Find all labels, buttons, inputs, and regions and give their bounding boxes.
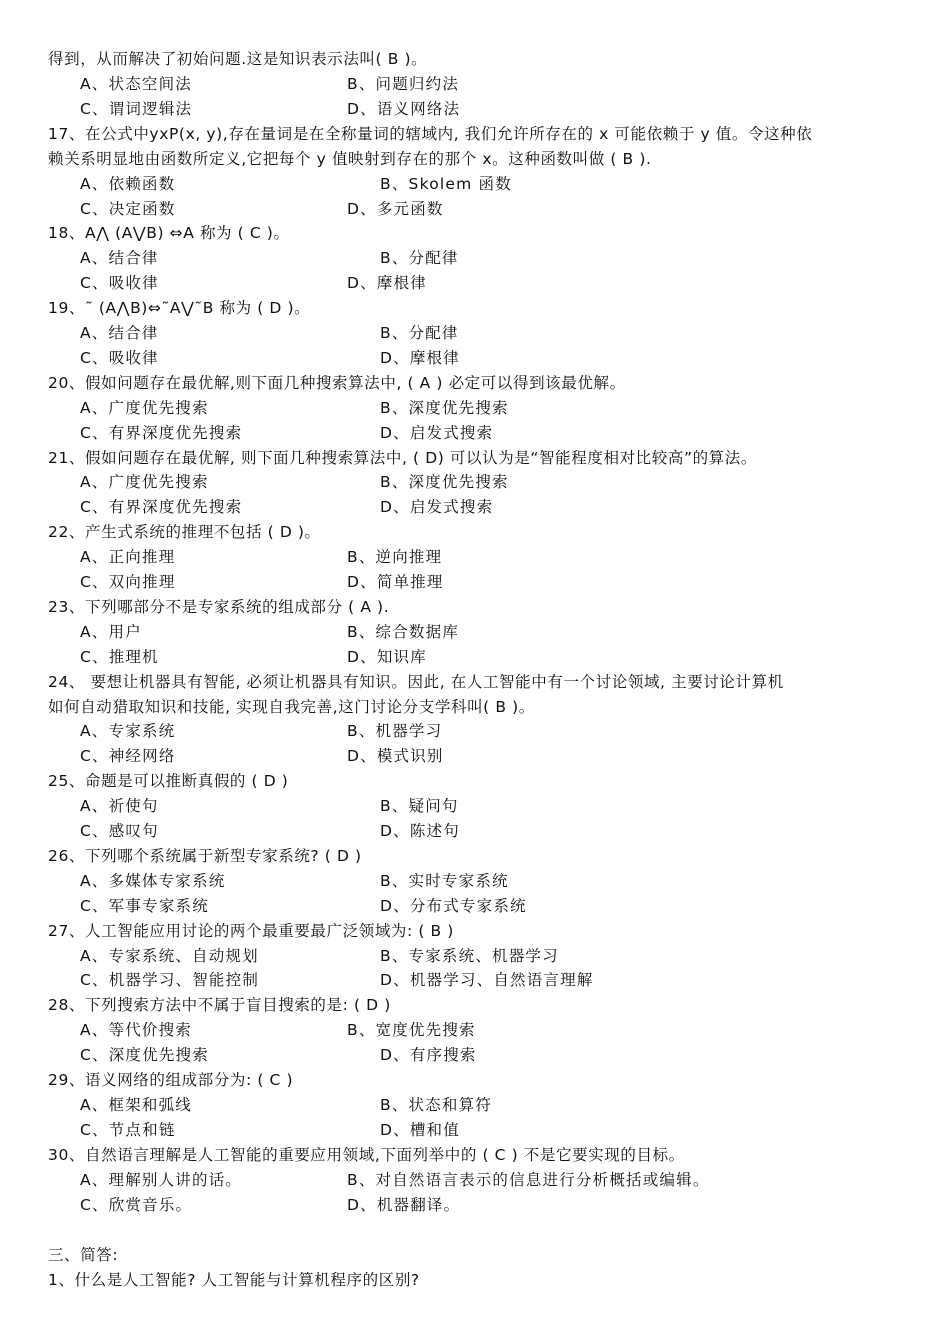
option-d: D、机器翻译。 <box>347 1195 461 1214</box>
question-stem: 30、自然语言理解是人工智能的重要应用领域,下面列举中的 ( C ) 不是它要实现的目标。 <box>48 1145 685 1164</box>
option-d: D、模式识别 <box>347 747 444 766</box>
option-c: C、有界深度优先搜索 <box>80 423 243 442</box>
question-16-continuation: 得到，从而解决了初始问题.这是知识表示法叫( B )。 <box>48 50 428 68</box>
option-c: C、军事专家系统 <box>80 896 209 915</box>
option-b: B、深度优先搜索 <box>380 398 509 417</box>
option-a: A、状态空间法 <box>80 75 193 93</box>
option-a: A、祈使句 <box>80 797 159 816</box>
option-b: B、Skolem 函数 <box>380 174 512 193</box>
option-a: A、广度优先搜索 <box>80 398 209 417</box>
option-d: D、机器学习、自然语言理解 <box>380 971 594 990</box>
option-c: C、谓词逻辑法 <box>80 99 193 118</box>
option-a: A、结合律 <box>80 249 159 268</box>
option-c: C、节点和链 <box>80 1120 176 1139</box>
option-d: D、摩根律 <box>380 348 460 367</box>
option-a: A、框架和弧线 <box>80 1095 193 1114</box>
option-a: A、用户 <box>80 622 142 641</box>
question-stem: 23、下列哪部分不是专家系统的组成部分 ( A ). <box>48 597 390 616</box>
option-c: C、神经网络 <box>80 747 176 766</box>
option-d: D、陈述句 <box>380 822 460 840</box>
option-d: D、槽和值 <box>380 1120 460 1139</box>
option-b: B、状态和算符 <box>380 1095 493 1114</box>
question-stem: 28、下列搜索方法中不属于盲目搜索的是: ( D ) <box>48 996 391 1015</box>
option-c: C、机器学习、智能控制 <box>80 971 260 990</box>
option-b: B、对自然语言表示的信息进行分析概括或编辑。 <box>347 1170 710 1189</box>
option-b: B、疑问句 <box>380 797 459 816</box>
short-answer-question-1: 1、什么是人工智能? 人工智能与计算机程序的区别? <box>48 1271 420 1289</box>
option-c: C、有界深度优先搜索 <box>80 498 243 517</box>
option-c: C、感叹句 <box>80 822 159 840</box>
question-stem: 29、语义网络的组成部分为: ( C ) <box>48 1071 294 1089</box>
option-d: D、分布式专家系统 <box>380 896 527 915</box>
option-d: D、有序搜索 <box>380 1046 477 1065</box>
option-a: A、专家系统、自动规划 <box>80 946 259 965</box>
option-d: D、知识库 <box>347 647 427 666</box>
question-stem: 17、在公式中yxP(x, y),存在量词是在全称量词的辖域内, 我们允许所存在的 x 可能依赖于 y 值。令这种依 <box>48 124 813 143</box>
option-d: D、简单推理 <box>347 573 444 591</box>
question-stem: 26、下列哪个系统属于新型专家系统? ( D ) <box>48 846 362 865</box>
option-a: A、依赖函数 <box>80 174 176 193</box>
question-stem: 21、假如问题存在最优解, 则下面几种搜索算法中, ( D) 可以认为是“智能程度相对比较高”的算法。 <box>48 448 757 467</box>
option-c: C、双向推理 <box>80 573 176 591</box>
question-stem: 如何自动猎取知识和技能, 实现自我完善,这门讨论分支学科叫( B )。 <box>48 697 535 716</box>
option-a: A、结合律 <box>80 324 159 342</box>
section-heading: 三、简答: <box>48 1246 119 1264</box>
option-b: B、专家系统、机器学习 <box>380 946 559 965</box>
option-b: B、综合数据库 <box>347 622 460 641</box>
question-stem: 25、命题是可以推断真假的 ( D ) <box>48 772 289 791</box>
option-b: B、深度优先搜索 <box>380 473 509 492</box>
option-a: A、专家系统 <box>80 722 176 741</box>
option-b: B、机器学习 <box>347 722 443 741</box>
option-d: D、启发式搜索 <box>380 498 494 517</box>
option-b: B、逆向推理 <box>347 548 443 567</box>
option-c: C、欣赏音乐。 <box>80 1195 193 1214</box>
option-a: A、等代价搜索 <box>80 1021 193 1040</box>
option-c: C、决定函数 <box>80 199 176 218</box>
option-b: B、问题归约法 <box>347 75 460 93</box>
question-stem: 赖关系明显地由函数所定义,它把每个 y 值映射到存在的那个 x。这种函数叫做 ( B ). <box>48 149 652 168</box>
question-stem: 24、 要想让机器具有智能, 必须让机器具有知识。因此, 在人工智能中有一个讨论领域, 主要讨论计算机 <box>48 672 784 691</box>
option-c: C、吸收律 <box>80 348 159 367</box>
option-a: A、正向推理 <box>80 548 176 567</box>
question-stem: 18、A⋀ (A⋁B) ⇔A 称为 ( C )。 <box>48 224 290 243</box>
option-c: C、推理机 <box>80 647 159 666</box>
option-d: D、摩根律 <box>347 274 427 293</box>
option-d: D、多元函数 <box>347 199 444 218</box>
question-stem: 27、人工智能应用讨论的两个最重要最广泛领域为: ( B ) <box>48 921 454 940</box>
option-c: C、深度优先搜索 <box>80 1046 209 1065</box>
option-c: C、吸收律 <box>80 274 159 293</box>
option-d: D、启发式搜索 <box>380 423 494 442</box>
option-d: D、语义网络法 <box>347 99 461 118</box>
option-a: A、多媒体专家系统 <box>80 871 226 890</box>
question-stem: 22、产生式系统的推理不包括 ( D )。 <box>48 523 321 542</box>
option-b: B、分配律 <box>380 249 459 268</box>
option-b: B、分配律 <box>380 324 459 342</box>
option-b: B、宽度优先搜索 <box>347 1021 476 1040</box>
question-stem: 19、˜ (A⋀B)⇔˜A⋁˜B 称为 ( D )。 <box>48 299 311 318</box>
option-a: A、理解别人讲的话。 <box>80 1170 243 1189</box>
option-a: A、广度优先搜索 <box>80 473 209 492</box>
option-b: B、实时专家系统 <box>380 871 509 890</box>
question-stem: 20、假如问题存在最优解,则下面几种搜索算法中, ( A ) 必定可以得到该最优解。 <box>48 373 626 392</box>
